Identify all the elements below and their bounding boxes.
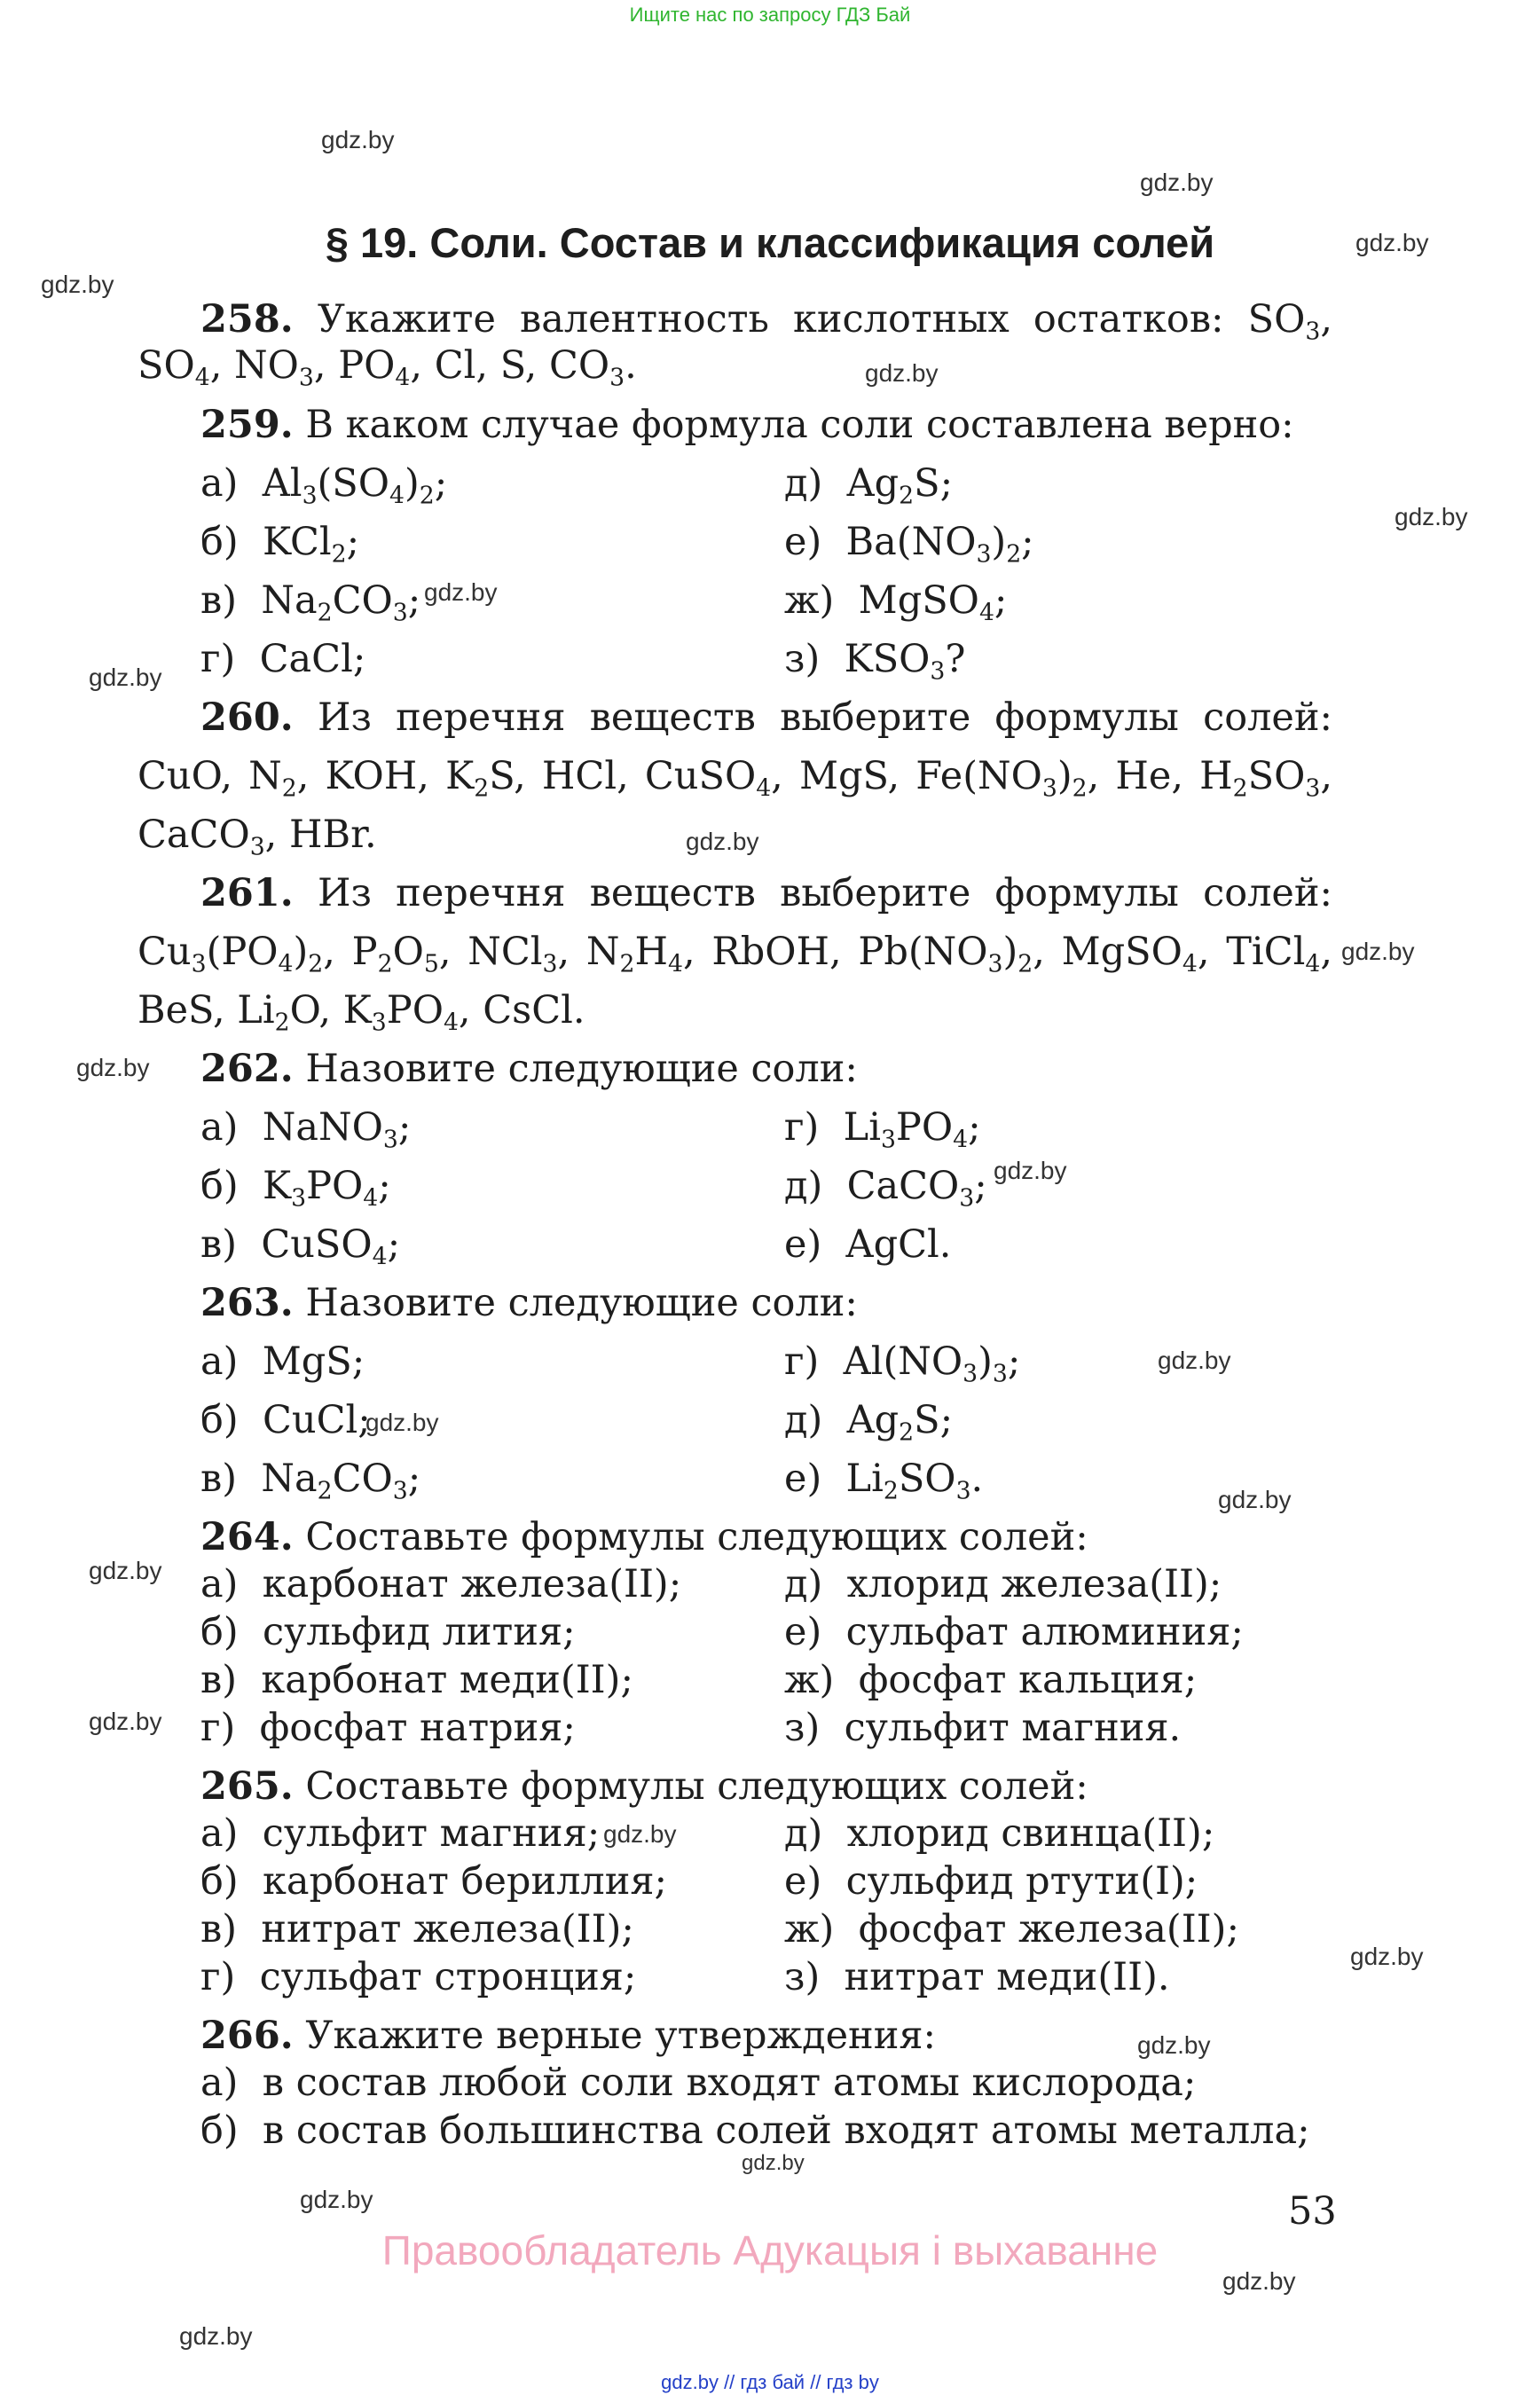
task-text: Назовите следующие соли: [305,1281,858,1325]
answer-option: б) CuCl; [200,1398,371,1442]
answer-option: ж) фосфат кальция; [784,1658,1198,1702]
answer-option: г) CaCl; [200,637,366,681]
watermark: gdz.by [1355,229,1429,256]
watermark: gdz.by [365,1409,439,1436]
watermark: gdz.by [1341,938,1415,965]
task-259 [200,402,1294,448]
watermark: gdz.by [89,664,162,691]
watermark: gdz.by [994,1157,1067,1184]
copyright-notice: Правообладатель Адукацыя і выхаванне [381,2227,1159,2273]
answer-option: е) AgCl. [784,1222,952,1267]
answer-option: д) $Ag_2S$; [784,1398,954,1447]
watermark: gdz.by [300,2186,373,2213]
answer-option: б) $K_3PO_4$; [200,1164,391,1213]
answer-option: а) MgS; [200,1339,365,1384]
formula-list: CuO, $N_2$, KOH, $K_2S$, HCl, CuSO$_4$, MgS, $Fe(NO_3)_2$, He, $H_2SO_3$, [138,754,1332,803]
watermark: gdz.by [76,1054,150,1081]
answer-option: а) сульфит магния; [200,1811,601,1856]
answer-option: г) $Li_3PO_4$; [784,1105,981,1154]
watermark: gdz.by [1218,1486,1292,1513]
task-262 [200,1046,858,1092]
task-number: 258. [200,297,294,342]
footer-links[interactable]: gdz.by // гдз бай // гдз by [661,2371,879,2393]
watermark: gdz.by [742,2151,805,2175]
task-text: Составьте формулы следующих солей: [305,1764,1088,1809]
watermark: gdz.by [424,578,498,606]
answer-option: б) в состав большинства солей входят атомы металла; [200,2109,1310,2153]
answer-option: з) сульфит магния. [784,1706,1182,1750]
task-number: 264. [200,1515,294,1559]
answer-option: в) нитрат железа(II); [200,1907,634,1951]
answer-option: е) $Ba(NO_3)_2$; [784,520,1034,569]
answer-option: д) $Ag_2S$; [784,461,954,510]
task-number: 266. [200,2014,294,2058]
answer-option: д) хлорид железа(II); [784,1562,1222,1606]
watermark: gdz.by [686,828,759,855]
answer-option: в) $Na_2CO_3$; [200,578,421,627]
top-banner[interactable]: Ищите нас по запросу ГДЗ Бай [629,4,911,26]
watermark: gdz.by [321,126,395,153]
page-number: 53 [1288,2189,1337,2234]
task-number: 261. [200,871,294,915]
task-265 [200,1763,1088,1810]
watermark: gdz.by [41,271,114,298]
watermark: gdz.by [1158,1347,1231,1374]
formula-list: $SO_3$, [1247,297,1332,346]
watermark: gdz.by [1395,503,1468,530]
task-261 [200,870,1332,916]
task-number: 262. [200,1047,294,1091]
watermark: gdz.by [1222,2267,1296,2295]
task-number: 263. [200,1281,294,1325]
answer-option: б) сульфид лития; [200,1610,576,1654]
formula-list: $SO_4$, $NO_3$, $PO_4$, Cl, S, $CO_3$. [138,343,637,392]
answer-option: е) сульфат алюминия; [784,1610,1244,1654]
answer-option: д) хлорид свинца(II); [784,1811,1215,1856]
formula-list: $Cu_3(PO_4)_2$, $P_2O_5$, NCl$_3$, $N_2H_4$, RbOH, $Pb(NO_3)_2$, MgSO$_4$, TiCl$_4$, [138,930,1332,978]
task-text: Укажите валентность кислотных остатков: [317,297,1224,342]
task-text: Укажите верные утверждения: [305,2014,936,2058]
answer-option: ж) фосфат железа(II); [784,1907,1239,1951]
answer-option: г) фосфат натрия; [200,1706,576,1750]
answer-option: г) $Al(NO_3)_3$; [784,1339,1021,1388]
task-263 [200,1280,858,1326]
task-number: 260. [200,695,294,740]
task-number: 259. [200,403,294,447]
formula-list: BeS, $Li_2O$, $K_3PO_4$, CsCl. [138,988,585,1037]
answer-option: в) CuSO$_4$; [200,1222,401,1271]
answer-option: е) $Li_2SO_3$. [784,1457,984,1505]
task-text: Из перечня веществ выберите формулы солей: [317,871,1332,915]
task-258 [200,296,1332,346]
answer-option: б) карбонат бериллия; [200,1859,668,1904]
task-260 [200,695,1332,741]
task-text: В каком случае формула соли составлена верно: [305,403,1294,447]
watermark: gdz.by [603,1820,677,1848]
watermark: gdz.by [865,359,939,387]
task-text: Назовите следующие соли: [305,1047,858,1091]
answer-option: в) карбонат меди(II); [200,1658,633,1702]
answer-option: в) $Na_2CO_3$; [200,1457,421,1505]
formula-list: CaCO$_3$, HBr. [138,813,377,861]
answer-option: ж) MgSO$_4$; [784,578,1008,627]
answer-option: а) карбонат железа(II); [200,1562,682,1606]
watermark: gdz.by [1350,1943,1424,1970]
answer-option: а) в состав любой соли входят атомы кислорода; [200,2061,1197,2105]
answer-option: б) KCl$_2$; [200,520,360,569]
answer-option: а) NaNO$_3$; [200,1105,412,1154]
watermark: gdz.by [89,1708,162,1735]
watermark: gdz.by [1140,169,1214,196]
task-number: 265. [200,1764,294,1809]
answer-option: д) CaCO$_3$; [784,1164,987,1213]
answer-option: е) сульфид ртути(I); [784,1859,1198,1904]
task-264 [200,1514,1088,1560]
answer-option: з) нитрат меди(II). [784,1955,1170,1999]
watermark: gdz.by [89,1557,162,1584]
answer-option: а) $Al_3(SO_4)_2$; [200,461,448,510]
answer-option: г) сульфат стронция; [200,1955,637,1999]
task-266 [200,2013,936,2059]
task-text: Составьте формулы следующих солей: [305,1515,1088,1559]
watermark: gdz.by [179,2322,253,2350]
answer-option: з) $KSO_3$? [784,637,966,686]
watermark: gdz.by [1137,2031,1211,2059]
task-text: Из перечня веществ выберите формулы солей: [317,695,1332,740]
section-heading: § 19. Соли. Состав и классификация солей [325,219,1215,266]
